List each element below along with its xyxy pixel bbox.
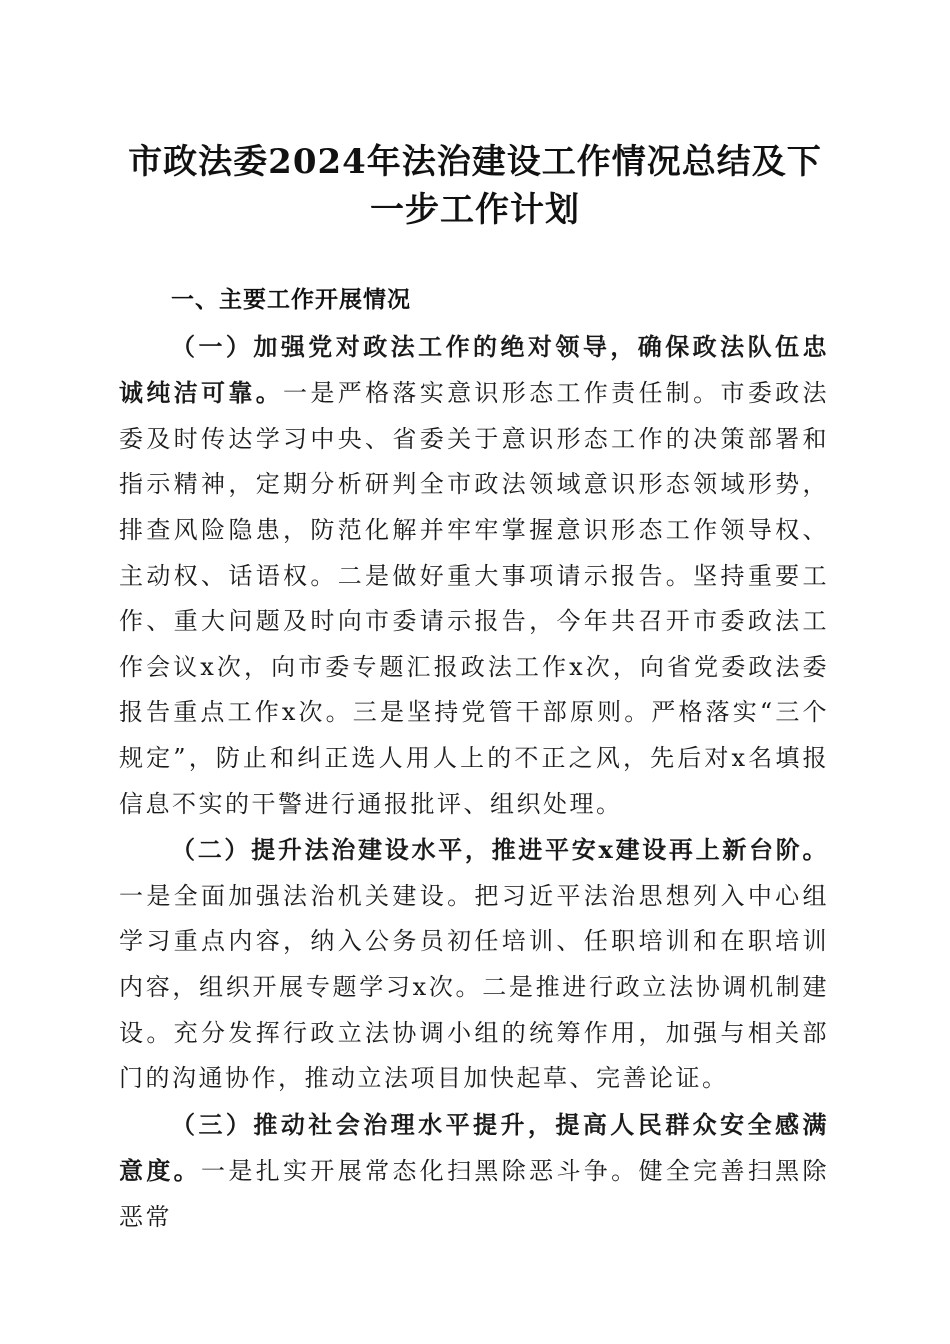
title-line-2: 一步工作计划: [370, 190, 580, 230]
paragraph-1: [119, 324, 829, 828]
paragraph-2-text: 一是全面加强法治机关建设。把习近平法治思想列入中心组学习重点内容，纳入公务员初任培训、任职培训和在职培训内容，组织开展专题学习x次。二是推进行政立法协调机制建设。充分发挥行政立法协调小组的统筹作用，加强与相关部门的沟通协作，推动立法项目加快起草、完善论证。: [119, 881, 829, 1093]
paragraph-1-text: 一是严格落实意识形态工作责任制。市委政法委及时传达学习中央、省委关于意识形态工作的决策部署和指示精神，定期分析研判全市政法领域意识形态领域形势，排查风险隐患，防范化解并牢牢掌握意识形态工作领导权、主动权、话语权。二是做好重大事项请示报告。坚持重要工作、重大问题及时向市委请示报告，今年共召开市委政法工作会议x次，向市委专题汇报政法工作x次，向省党委政法委报告重点工作x次。三是坚持党管干部原则。严格落实“三个规定”，防止和纠正选人用人上的不正之风，先后对x名填报信息不实的干警进行通报批评、组织处理。: [119, 379, 830, 818]
paragraph-2: [119, 827, 829, 1102]
paragraph-3-heading: （三）推动社会治理水平提升，提高人民群众安全感满意度。: [119, 1109, 829, 1186]
paragraph-2-heading: （二）提升法治建设水平，推进平安x建设再上新台阶。: [171, 835, 829, 865]
document-title: [110, 138, 840, 234]
paragraph-3-text: 一是扎实开展常态化扫黑除恶斗争。健全完善扫黑除恶常: [119, 1157, 830, 1231]
title-line-1: 市政法委2024年法治建设工作情况总结及下: [128, 142, 822, 182]
paragraph-1-heading: （一）加强党对政法工作的绝对领导，确保政法队伍忠诚纯洁可靠。: [119, 331, 829, 408]
paragraph-3: [119, 1102, 829, 1241]
section-heading: 一、主要工作开展情况: [171, 287, 411, 313]
document-body: [119, 278, 829, 1240]
